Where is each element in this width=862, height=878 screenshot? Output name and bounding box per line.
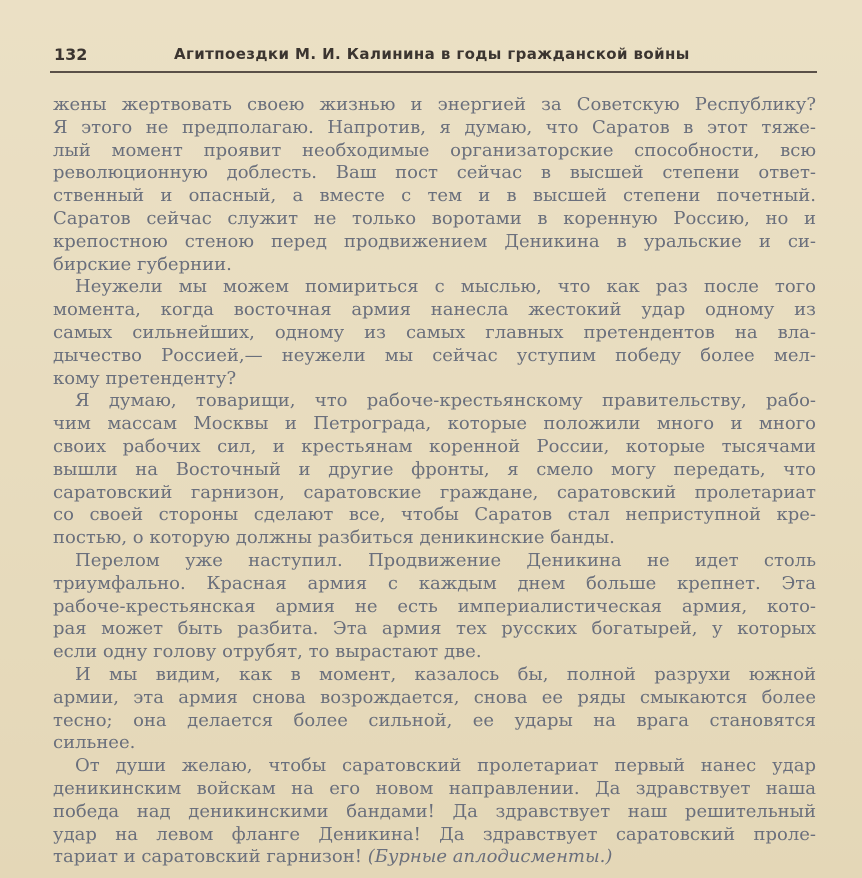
applause-note: (Бурные аплодисменты.) — [367, 846, 613, 868]
text-line: если одну голову отрубят, то вырастают две. — [53, 641, 482, 663]
header-rule — [50, 71, 817, 73]
text-line: Саратов сейчас служит не только воротами в коренную Россию, но и — [53, 207, 816, 229]
text-line: лый момент проявит необходимые организаторские способности, всю — [53, 139, 816, 161]
text-line: деникинским войскам на его новом направлении. Да здравствует наша — [53, 777, 816, 799]
body-text — [53, 94, 816, 869]
final-line-text: тариат и саратовский гарнизон! — [53, 846, 362, 868]
text-line: саратовский гарнизон, саратовские граждане, саратовский пролетариат — [53, 481, 816, 503]
text-line-final — [53, 846, 816, 869]
text-line: удар на левом фланге Деникина! Да здравствует саратовский проле- — [53, 823, 816, 845]
text-line: революционную доблесть. Ваш пост сейчас в высшей степени ответ- — [53, 162, 816, 184]
text-line: крепостною стеною перед продвижением Деникина в уральские и си- — [53, 230, 816, 252]
text-line: со своей стороны сделают все, чтобы Саратов стал неприступной кре- — [53, 504, 816, 526]
text-line: жены жертвовать своею жизнью и энергией за Советскую Республику? — [53, 94, 816, 115]
text-line: армии, эта армия снова возрождается, снова ее ряды смыкаются более — [53, 686, 816, 708]
text-line: дычество Россией,— неужели мы сейчас уступим победу более мел- — [53, 344, 816, 366]
text-line: чим массам Москвы и Петрограда, которые положили много и много — [53, 413, 816, 435]
text-line: И мы видим, как в момент, казалось бы, полной разрухи южной — [75, 663, 816, 685]
text-line: момента, когда восточная армия нанесла жестокий удар одному из — [53, 299, 816, 321]
text-line: сильнее. — [53, 732, 136, 754]
running-title: Агитпоездки М. И. Калинина в годы гражданской войны — [174, 45, 690, 63]
text-line: Я думаю, товарищи, что рабоче-крестьянскому правительству, рабо- — [75, 390, 816, 412]
text-line: своих рабочих сил, и крестьянам коренной России, которые тысячами — [53, 435, 816, 457]
text-line: Перелом уже наступил. Продвижение Деникина не идет столь — [75, 549, 816, 571]
text-line: триумфально. Красная армия с каждым днем больше крепнет. Эта — [53, 572, 816, 594]
text-line: постью, о которую должны разбиться деникинские банды. — [53, 527, 615, 549]
page-header — [50, 42, 820, 68]
text-line: тесно; она делается более сильной, ее удары на врага становятся — [53, 709, 816, 731]
text-line: бирские губернии. — [53, 253, 232, 275]
text-line: Неужели мы можем помириться с мыслью, что как раз после того — [75, 276, 816, 298]
text-line: победа над деникинскими бандами! Да здравствует наш решительный — [53, 800, 816, 822]
text-line: рая может быть разбита. Эта армия тех русских богатырей, у которых — [53, 618, 816, 640]
text-line: самых сильнейших, одному из самых главных претендентов на вла- — [53, 321, 816, 343]
text-line: Я этого не предполагаю. Напротив, я думаю, что Саратов в этот тяже- — [53, 116, 816, 138]
text-line: вышли на Восточный и другие фронты, я смело могу передать, что — [53, 458, 816, 480]
text-line: рабоче-крестьянская армия не есть империалистическая армия, кото- — [53, 595, 816, 617]
text-line: ственный и опасный, а вместе с тем и в высшей степени почетный. — [53, 185, 816, 207]
text-line: кому претенденту? — [53, 367, 237, 389]
page-number: 132 — [54, 45, 88, 64]
text-line: От души желаю, чтобы саратовский пролетариат первый нанес удар — [75, 755, 816, 777]
